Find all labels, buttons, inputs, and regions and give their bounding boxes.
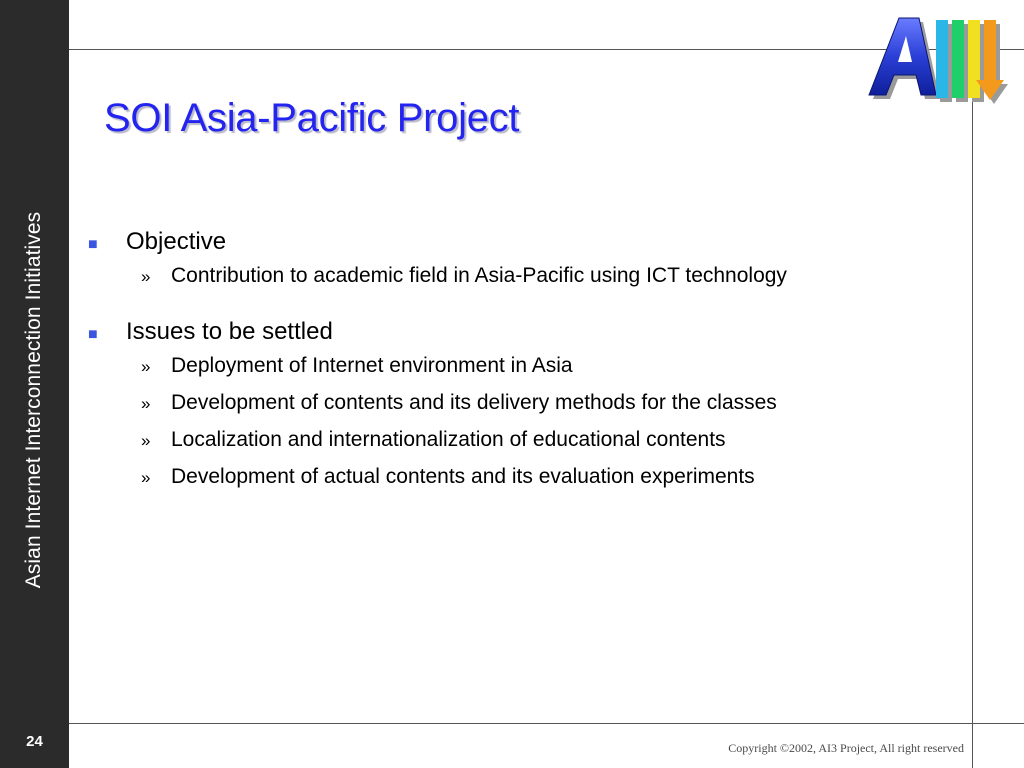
logo-bar-green [952,20,964,98]
chevron-bullet-icon: » [141,394,151,413]
sub-bullet-item [88,428,958,465]
bottom-divider [69,723,1024,724]
sub-bullet-text: Development of actual contents and its evaluation experiments [171,465,755,488]
bullet-item [88,228,958,264]
bullet-group-issues [88,318,958,502]
bullet-text: Issues to be settled [126,318,333,345]
sub-bullet-item [88,465,958,502]
logo-bar-cyan [936,20,948,98]
slide-title: SOI Asia-Pacific Project [104,96,520,140]
sub-bullet-text: Deployment of Internet environment in Asia [171,354,573,377]
footer-copyright: Copyright ©2002, AI3 Project, All right reserved [728,741,964,755]
square-bullet-icon: ■ [88,236,98,253]
chevron-bullet-icon: » [141,431,151,450]
chevron-bullet-icon: » [141,357,151,376]
sub-bullet-item [88,264,958,301]
right-divider [972,100,973,768]
bullet-text: Objective [126,228,227,255]
sub-bullet-text: Contribution to academic field in Asia-Pacific using ICT technology [171,264,787,287]
bullet-item [88,318,958,354]
chevron-bullet-icon: » [141,468,151,487]
logo-bar-yellow [968,20,980,98]
sidebar [0,0,69,768]
slide-number: 24 [26,733,43,750]
chevron-bullet-icon: » [141,267,151,286]
sidebar-vertical-title: Asian Internet Interconnection Initiatives [22,211,45,589]
sub-bullet-text: Localization and internationalization of educational contents [171,428,726,451]
bullet-group-objective [88,228,958,301]
sub-bullet-item [88,391,958,428]
bullet-list [88,228,958,519]
sub-bullet-text: Development of contents and its delivery methods for the classes [171,391,777,414]
sub-bullet-item [88,354,958,391]
ai3-logo [864,10,1014,110]
square-bullet-icon: ■ [88,326,98,343]
